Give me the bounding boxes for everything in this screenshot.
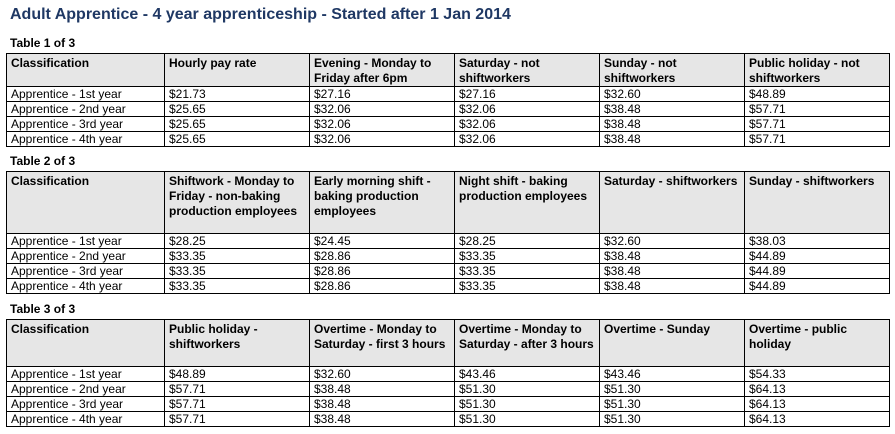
column-header: Classification bbox=[7, 320, 165, 367]
column-header: Night shift - baking production employees bbox=[455, 172, 600, 234]
table-header-row bbox=[7, 320, 890, 367]
table-cell: Apprentice - 2nd year bbox=[7, 249, 165, 264]
table-cell: $33.35 bbox=[165, 249, 310, 264]
table-row bbox=[7, 249, 890, 264]
table-cell: $28.25 bbox=[165, 234, 310, 249]
table-cell: $32.60 bbox=[600, 87, 745, 102]
table-row bbox=[7, 87, 890, 102]
table-cell: $24.45 bbox=[310, 234, 455, 249]
table-cell: $64.13 bbox=[745, 412, 890, 427]
table-cell: $57.71 bbox=[745, 102, 890, 117]
table-cell: $25.65 bbox=[165, 102, 310, 117]
table-cell: Apprentice - 4th year bbox=[7, 412, 165, 427]
table-cell: $38.48 bbox=[310, 382, 455, 397]
column-header: Classification bbox=[7, 172, 165, 234]
table-cell: $32.06 bbox=[455, 117, 600, 132]
table-cell: $28.86 bbox=[310, 279, 455, 294]
table-row bbox=[7, 412, 890, 427]
column-header: Saturday - not shiftworkers bbox=[455, 54, 600, 87]
table-row bbox=[7, 397, 890, 412]
table-cell: $38.03 bbox=[745, 234, 890, 249]
table-row bbox=[7, 382, 890, 397]
table-row bbox=[7, 132, 890, 147]
table-cell: $32.06 bbox=[310, 132, 455, 147]
table-cell: $38.48 bbox=[310, 397, 455, 412]
column-header: Saturday - shiftworkers bbox=[600, 172, 745, 234]
table-row bbox=[7, 264, 890, 279]
table-cell: $25.65 bbox=[165, 117, 310, 132]
table-row bbox=[7, 234, 890, 249]
table-cell: Apprentice - 1st year bbox=[7, 234, 165, 249]
table-cell: $44.89 bbox=[745, 279, 890, 294]
table-cell: $32.06 bbox=[455, 132, 600, 147]
column-header: Shiftwork - Monday to Friday - non-baking production employees bbox=[165, 172, 310, 234]
table-cell: Apprentice - 3rd year bbox=[7, 264, 165, 279]
table-cell: $57.71 bbox=[165, 412, 310, 427]
table-2-caption: Table 2 of 3 bbox=[10, 154, 76, 168]
table-cell: $33.35 bbox=[455, 279, 600, 294]
table-cell: Apprentice - 2nd year bbox=[7, 102, 165, 117]
table-cell: $48.89 bbox=[745, 87, 890, 102]
column-header: Evening - Monday to Friday after 6pm bbox=[310, 54, 455, 87]
column-header: Overtime - Monday to Saturday - after 3 hours bbox=[455, 320, 600, 367]
table-cell: $28.86 bbox=[310, 264, 455, 279]
table-cell: $32.06 bbox=[310, 117, 455, 132]
table-cell: $32.06 bbox=[455, 102, 600, 117]
table-cell: $25.65 bbox=[165, 132, 310, 147]
table-row bbox=[7, 279, 890, 294]
table-cell: $57.71 bbox=[745, 117, 890, 132]
table-cell: $51.30 bbox=[455, 397, 600, 412]
table-cell: $51.30 bbox=[600, 397, 745, 412]
table-cell: $33.35 bbox=[165, 264, 310, 279]
table-cell: $38.48 bbox=[600, 279, 745, 294]
table-cell: Apprentice - 1st year bbox=[7, 87, 165, 102]
table-3-caption: Table 3 of 3 bbox=[10, 302, 76, 316]
table-cell: $32.60 bbox=[600, 234, 745, 249]
table-cell: $33.35 bbox=[455, 264, 600, 279]
table-cell: $38.48 bbox=[310, 412, 455, 427]
table-header-row bbox=[7, 54, 890, 87]
table-cell: $28.86 bbox=[310, 249, 455, 264]
table-cell: Apprentice - 1st year bbox=[7, 367, 165, 382]
table-cell: $51.30 bbox=[600, 382, 745, 397]
pay-table-3 bbox=[6, 319, 890, 427]
table-cell: $38.48 bbox=[600, 264, 745, 279]
table-cell: $57.71 bbox=[165, 397, 310, 412]
table-cell: $48.89 bbox=[165, 367, 310, 382]
table-row bbox=[7, 102, 890, 117]
table-cell: $57.71 bbox=[745, 132, 890, 147]
table-cell: $32.06 bbox=[310, 102, 455, 117]
table-cell: $38.48 bbox=[600, 249, 745, 264]
table-cell: $44.89 bbox=[745, 264, 890, 279]
table-cell: $43.46 bbox=[455, 367, 600, 382]
table-1-caption: Table 1 of 3 bbox=[10, 36, 76, 50]
table-cell: $57.71 bbox=[165, 382, 310, 397]
table-cell: Apprentice - 2nd year bbox=[7, 382, 165, 397]
pay-table-1 bbox=[6, 53, 890, 147]
table-cell: $38.48 bbox=[600, 117, 745, 132]
table-cell: $54.33 bbox=[745, 367, 890, 382]
column-header: Overtime - Sunday bbox=[600, 320, 745, 367]
column-header: Hourly pay rate bbox=[165, 54, 310, 87]
table-cell: $27.16 bbox=[310, 87, 455, 102]
table-cell: $64.13 bbox=[745, 397, 890, 412]
table-cell: $43.46 bbox=[600, 367, 745, 382]
pay-table-2 bbox=[6, 171, 890, 294]
table-cell: Apprentice - 3rd year bbox=[7, 397, 165, 412]
table-cell: $32.60 bbox=[310, 367, 455, 382]
table-row bbox=[7, 367, 890, 382]
column-header: Overtime - public holiday bbox=[745, 320, 890, 367]
column-header: Sunday - shiftworkers bbox=[745, 172, 890, 234]
table-cell: Apprentice - 4th year bbox=[7, 279, 165, 294]
table-cell: $51.30 bbox=[455, 382, 600, 397]
table-cell: $64.13 bbox=[745, 382, 890, 397]
table-cell: $33.35 bbox=[165, 279, 310, 294]
table-cell: $38.48 bbox=[600, 132, 745, 147]
column-header: Overtime - Monday to Saturday - first 3 hours bbox=[310, 320, 455, 367]
column-header: Sunday - not shiftworkers bbox=[600, 54, 745, 87]
column-header: Public holiday - not shiftworkers bbox=[745, 54, 890, 87]
column-header: Early morning shift - baking production employees bbox=[310, 172, 455, 234]
table-cell: $21.73 bbox=[165, 87, 310, 102]
table-cell: $51.30 bbox=[600, 412, 745, 427]
table-cell: $27.16 bbox=[455, 87, 600, 102]
table-cell: Apprentice - 4th year bbox=[7, 132, 165, 147]
table-cell: Apprentice - 3rd year bbox=[7, 117, 165, 132]
column-header: Classification bbox=[7, 54, 165, 87]
table-cell: $44.89 bbox=[745, 249, 890, 264]
table-cell: $33.35 bbox=[455, 249, 600, 264]
page-title: Adult Apprentice - 4 year apprenticeship - Started after 1 Jan 2014 bbox=[10, 6, 511, 23]
column-header: Public holiday - shiftworkers bbox=[165, 320, 310, 367]
table-header-row bbox=[7, 172, 890, 234]
table-row bbox=[7, 117, 890, 132]
table-cell: $28.25 bbox=[455, 234, 600, 249]
table-cell: $51.30 bbox=[455, 412, 600, 427]
table-cell: $38.48 bbox=[600, 102, 745, 117]
